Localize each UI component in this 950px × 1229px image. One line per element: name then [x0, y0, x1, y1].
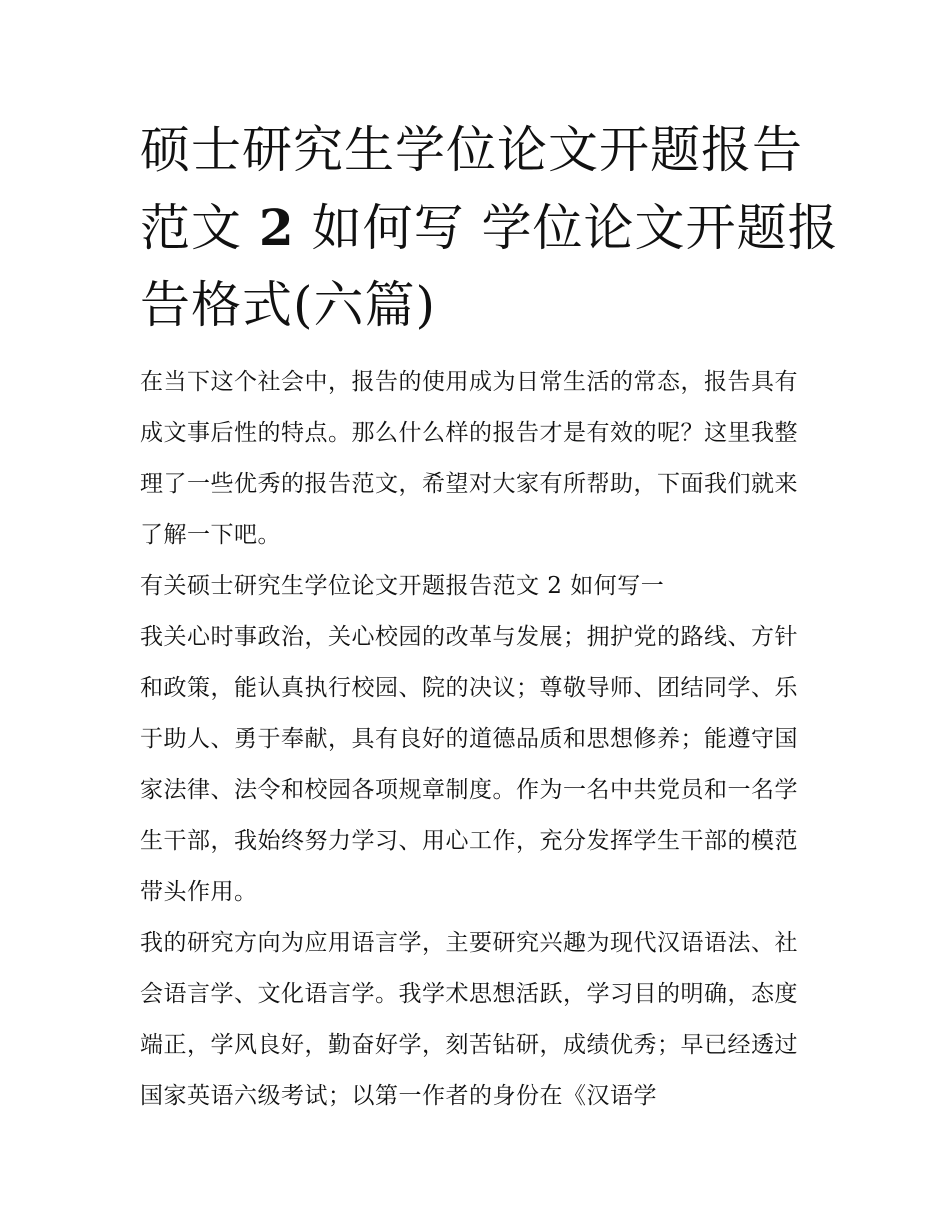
document-body [140, 357, 818, 1122]
title-line-3: 告格式(六篇) [140, 276, 437, 334]
document-title [140, 112, 840, 344]
body-paragraph-1: 我关心时事政治，关心校园的改革与发展；拥护党的路线、方针和政策，能认真执行校园、院的决议；尊敬导师、团结同学、乐于助人、勇于奉献，具有良好的道德品质和思想修养；能遵守国家法律、法令和校园各项规章制度。作为一名中共党员和一名学生干部，我始终努力学习、用心工作，充分发挥学生干部的模范带头作用。 [140, 624, 798, 905]
title-line-2-end: 如何写 学位论文开题报 [311, 199, 839, 257]
intro-paragraph: 在当下这个社会中，报告的使用成为日常生活的常态，报告具有成文事后性的特点。那么什么样的报告才是有效的呢？这里我整理了一些优秀的报告范文，希望对大家有所帮助，下面我们就来了解一下吧。 [140, 369, 798, 548]
title-number: 2 [258, 198, 295, 257]
body-paragraph-2: 我的研究方向为应用语言学，主要研究兴趣为现代汉语语法、社会语言学、文化语言学。我学术思想活跃，学习目的明确，态度端正，学风良好，勤奋好学，刻苦钻研，成绩优秀；早已经透过国家英语六级考试；以第一作者的身份在《汉语学 [140, 930, 798, 1109]
title-line-1: 硕士研究生学位论文开题报告 [140, 121, 803, 179]
title-line-2-start: 范文 [140, 199, 242, 257]
section-heading: 有关硕士研究生学位论文开题报告范文 2 如何写一 [140, 573, 665, 599]
